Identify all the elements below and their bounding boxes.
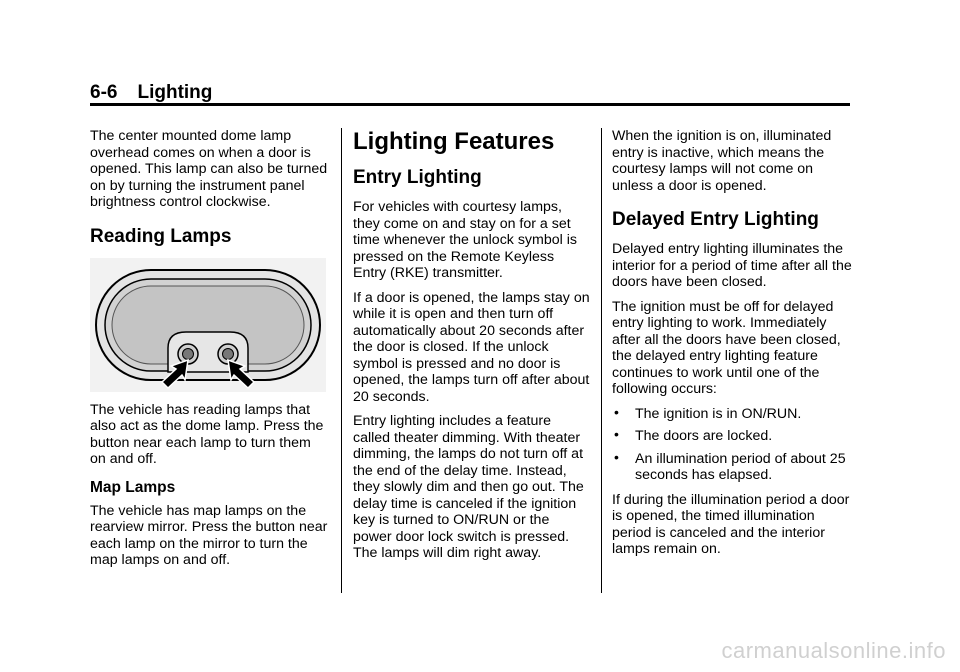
entry-paragraph-2: If a door is opened, the lamps stay on while it is open and then turn off automatically about 20 seconds after the door is closed. If the unlock symbol is pressed and no door is opened, the lamps turn off after about 20 seconds.	[353, 289, 590, 405]
delayed-paragraph-3: If during the illumination period a door is opened, the timed illumination period is canceled and the interior lamps remain on.	[612, 491, 850, 557]
reading-lamps-drawing	[90, 258, 326, 392]
conditions-list	[612, 403, 857, 484]
bullet-icon: •	[614, 448, 619, 465]
entry-lighting-heading: Entry Lighting	[353, 167, 482, 188]
map-lamps-heading: Map Lamps	[90, 478, 176, 496]
page-header	[90, 81, 850, 105]
reading-lamps-illustration	[90, 258, 326, 392]
delayed-paragraph-2: The ignition must be off for delayed entry lighting to work. Immediately after all the doors have been closed, the delayed entry lighting feature continues to work until one of the following occurs:	[612, 298, 841, 397]
list-item-text: An illumination period of about 25 seconds has elapsed.	[635, 450, 846, 483]
list-item	[612, 428, 857, 445]
ignition-paragraph: When the ignition is on, illuminated entry is inactive, which means the courtesy lamps will not come on unless a door is opened.	[612, 128, 832, 194]
delayed-paragraph-1: Delayed entry lighting illuminates the interior for a period of time after all the doors have been closed.	[612, 241, 852, 290]
lighting-features-title: Lighting Features	[353, 128, 555, 155]
reading-lamps-heading: Reading Lamps	[90, 225, 232, 247]
list-item	[612, 448, 857, 484]
entry-paragraph-1: For vehicles with courtesy lamps, they come on and stay on for a set time whenever the unlock symbol is pressed on the Remote Keyless Entry (RKE) transmitter.	[353, 199, 577, 281]
column-divider-1	[341, 128, 342, 593]
list-item-text: The doors are locked.	[635, 428, 773, 444]
column-2	[353, 128, 591, 570]
entry-paragraph-3: Entry lighting includes a feature called theater dimming. With theater dimming, the lamps do not turn off at the end of the delay time. Instead, they slowly dim and then go out. The delay time is canceled if the ignition key is turned to ON/RUN or the power door lock switch is pressed. The lamps will dim right away.	[353, 413, 584, 561]
section-title: Lighting	[137, 82, 213, 103]
list-item	[612, 403, 857, 423]
bullet-icon: •	[614, 426, 619, 442]
dome-lamp-paragraph: The center mounted dome lamp overhead comes on when a door is opened. This lamp can also be turned on by turning the instrument panel brightness control clockwise.	[90, 128, 328, 210]
delayed-entry-heading: Delayed Entry Lighting	[612, 209, 819, 230]
watermark: carmanualsonline.info	[721, 638, 946, 663]
list-item-text: The ignition is in ON/RUN.	[635, 405, 802, 422]
reading-lamps-paragraph: The vehicle has reading lamps that also act as the dome lamp. Press the button near each lamp to turn them on and off.	[90, 401, 324, 467]
header-rule	[90, 103, 850, 106]
bullet-icon: •	[614, 403, 619, 420]
column-1	[90, 128, 330, 577]
column-divider-2	[601, 128, 602, 593]
page-number: 6-6	[90, 82, 118, 103]
column-3	[612, 128, 857, 566]
header-text	[90, 81, 850, 105]
map-lamps-paragraph: The vehicle has map lamps on the rearview mirror. Press the button near each lamp on the mirror to turn the map lamps on and off.	[90, 502, 328, 568]
